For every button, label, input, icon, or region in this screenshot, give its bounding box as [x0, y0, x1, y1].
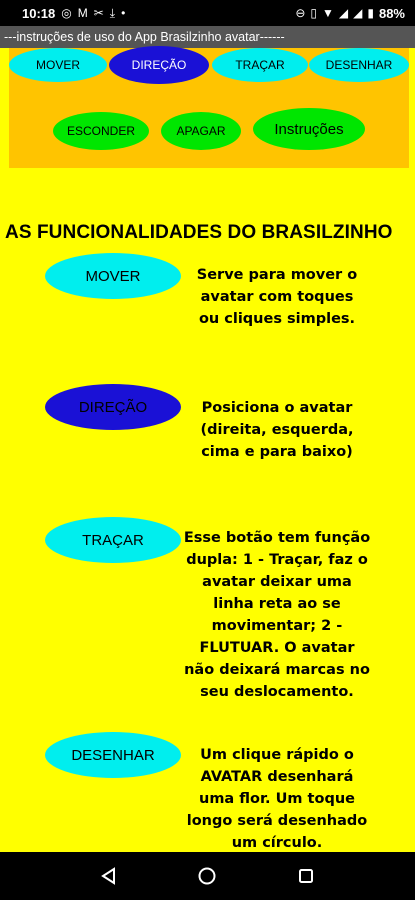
- home-circle-icon: [197, 866, 217, 886]
- direcao-button-label: DIREÇÃO: [131, 58, 187, 72]
- mover-button[interactable]: [9, 48, 107, 82]
- esconder-button-label: ESCONDER: [66, 124, 135, 138]
- battery-icon: ▮: [367, 6, 374, 20]
- system-nav-bar: [0, 852, 415, 900]
- page-heading: AS FUNCIONALIDADES DO BRASILZINHO: [5, 222, 393, 243]
- back-button[interactable]: [95, 862, 123, 890]
- tracar-button[interactable]: [212, 48, 308, 82]
- desenhar-button[interactable]: [309, 48, 409, 82]
- home-button[interactable]: [193, 862, 221, 890]
- apagar-button[interactable]: [161, 112, 241, 150]
- recents-button[interactable]: [292, 862, 320, 890]
- app-title: ---instruções de uso do App Brasilzinho avatar------: [4, 30, 285, 44]
- apagar-button-label: APAGAR: [176, 124, 226, 138]
- app-title-bar: [0, 26, 415, 48]
- signal-icon-2: ◢: [353, 6, 363, 20]
- feature-direcao-description: Posiciona o avatar (direita, esquerda, cima e para baixo): [200, 400, 354, 460]
- feature-desenhar-label: DESENHAR: [71, 746, 155, 764]
- tools-icon: ✂: [93, 6, 104, 20]
- whatsapp-icon: ◎: [61, 6, 72, 20]
- more-dot-icon: •: [121, 6, 126, 20]
- feature-mover-label: MOVER: [85, 267, 141, 285]
- gmail-icon: M: [77, 6, 88, 20]
- feature-desenhar-button[interactable]: [45, 732, 181, 778]
- control-panel: [9, 48, 409, 168]
- sync-icon: ⊖: [295, 6, 306, 20]
- feature-tracar-button[interactable]: [45, 517, 181, 563]
- back-triangle-icon: [100, 867, 118, 885]
- signal-icon: ◢: [338, 6, 349, 20]
- download-done-icon: ⤓: [109, 5, 116, 20]
- feature-mover-description: Serve para mover o avatar com toques ou cliques simples.: [196, 267, 358, 327]
- status-time: 10:18: [22, 5, 56, 21]
- feature-mover-button[interactable]: [45, 253, 181, 299]
- vibrate-icon: ▯: [310, 6, 317, 20]
- esconder-button[interactable]: [53, 112, 149, 150]
- feature-tracar-description: Esse botão tem função dupla: 1 - Traçar, faz o avatar deixar uma linha reta ao se movimentar; 2 - FLUTUAR. O avatar não deixará marcas no seu deslocamento.: [183, 530, 371, 700]
- feature-direcao-label: DIREÇÃO: [78, 398, 148, 416]
- feature-direcao-button[interactable]: [45, 384, 181, 430]
- recents-square-icon: [297, 867, 315, 885]
- battery-percent: 88%: [378, 5, 405, 21]
- feature-desenhar-description: Um clique rápido o AVATAR desenhará uma flor. Um toque longo será desenhado um círculo.: [186, 747, 368, 851]
- wifi-icon: ▼: [322, 6, 334, 20]
- instrucoes-button-label: Instruções: [274, 120, 344, 138]
- instrucoes-button[interactable]: [253, 108, 365, 150]
- status-bar: [0, 0, 415, 26]
- direcao-button[interactable]: [109, 46, 209, 84]
- mover-button-label: MOVER: [35, 58, 80, 72]
- tracar-button-label: TRAÇAR: [235, 58, 285, 72]
- desenhar-button-label: DESENHAR: [325, 58, 393, 72]
- feature-tracar-label: TRAÇAR: [82, 531, 144, 549]
